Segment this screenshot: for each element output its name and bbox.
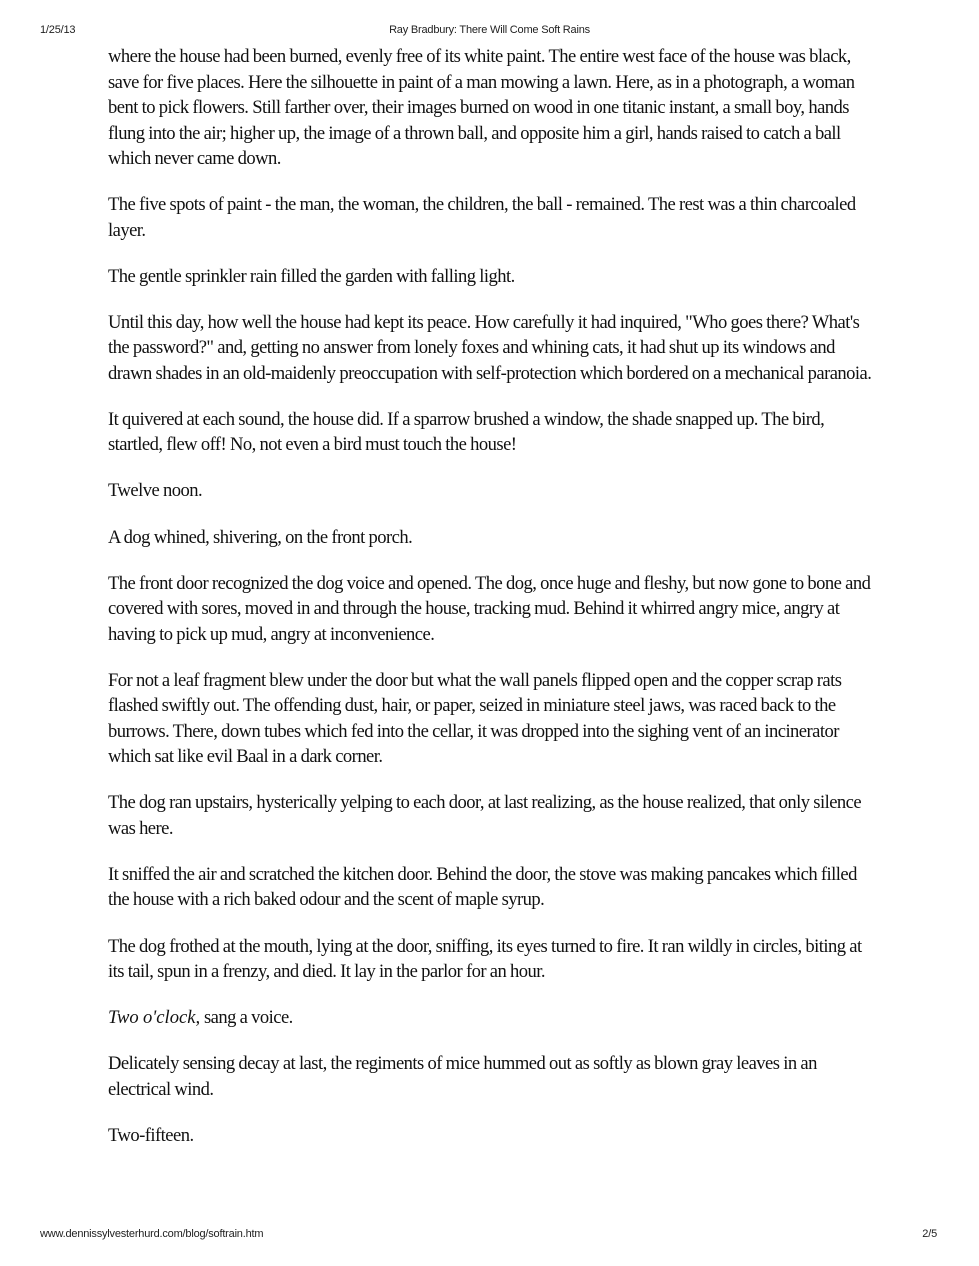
paragraph: For not a leaf fragment blew under the door but what the wall panels flipped open and the copper scrap rats flashed swiftly out. The offending dust, hair, or paper, seized in miniature steel jaws, was raced back to the burrows. There, down tubes which fed into the cellar, it was dropped into the sighing vent of an incinerator which sat like evil Baal in a dark corner.	[108, 669, 842, 768]
page-title: Ray Bradbury: There Will Come Soft Rains	[389, 24, 590, 36]
paragraph: Delicately sensing decay at last, the regiments of mice hummed out as softly as blown gray leaves in an electrical wind.	[108, 1053, 817, 1100]
source-url: www.dennissylvesterhurd.com/blog/softrain.htm	[40, 1228, 264, 1240]
paragraph: The gentle sprinkler rain filled the garden with falling light.	[108, 265, 515, 287]
voice-time-italic: Two o'clock,	[108, 1007, 201, 1029]
paragraph: The five spots of paint - the man, the woman, the children, the ball - remained. The rest was a thin charcoaled layer.	[108, 194, 856, 241]
print-header	[0, 24, 979, 40]
story-text	[108, 44, 874, 1169]
paragraph: Until this day, how well the house had kept its peace. How carefully it had inquired, "Who goes there? What's the password?" and, getting no answer from lonely foxes and whining cats, it had shut up its windows and drawn shades in an old-maidenly preoccupation with self-protection which bordered on a mechanical paranoia.	[108, 311, 872, 384]
paragraph: The dog ran upstairs, hysterically yelping to each door, at last realizing, as the house realized, that only silence was here.	[108, 792, 862, 839]
paragraph: It sniffed the air and scratched the kitchen door. Behind the door, the stove was making pancakes which filled the house with a rich baked odour and the scent of maple syrup.	[108, 863, 857, 911]
voice-paragraph	[108, 1005, 874, 1031]
paragraph: Twelve noon.	[108, 480, 203, 502]
print-footer	[0, 1228, 979, 1244]
paragraph: The front door recognized the dog voice and opened. The dog, once huge and fleshy, but now gone to bone and covered with sores, moved in and through the house, tracking mud. Behind it whirred angry mice, angry at having to pick up mud, angry at inconvenience.	[108, 572, 871, 645]
voice-rest: sang a voice.	[200, 1007, 293, 1029]
paragraph: It quivered at each sound, the house did. If a sparrow brushed a window, the shade snapped up. The bird, startled, flew off! No, not even a bird must touch the house!	[108, 408, 825, 456]
paragraph: Two-fifteen.	[108, 1124, 194, 1146]
paragraph: The dog frothed at the mouth, lying at the door, sniffing, its eyes turned to fire. It ran wildly in circles, biting at its tail, spun in a frenzy, and died. It lay in the parlor for an hour.	[108, 935, 862, 983]
paragraph: A dog whined, shivering, on the front porch.	[108, 526, 413, 548]
paragraph: where the house had been burned, evenly free of its white paint. The entire west face of the house was black, save for five places. Here the silhouette in paint of a man mowing a lawn. Here, as in a photograph, a woman bent to pick flowers. Still farther over, their images burned on wood in one titanic instant, a small boy, hands flung into the air; higher up, the image of a thrown ball, and opposite him a girl, hands raised to catch a ball which never came down.	[108, 46, 855, 169]
page-number: 2/5	[922, 1228, 937, 1240]
print-date: 1/25/13	[40, 24, 76, 36]
